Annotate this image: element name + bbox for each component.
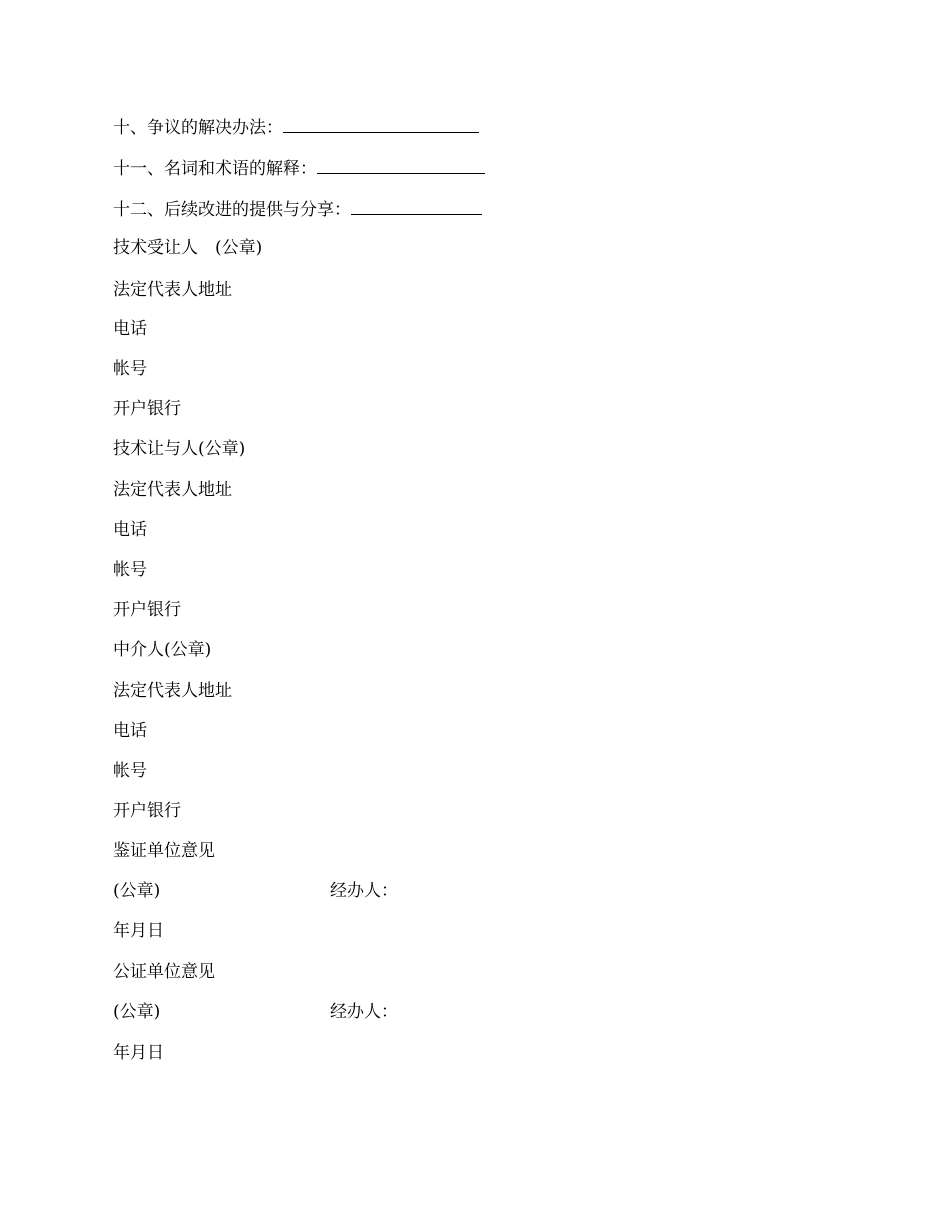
clause-label: 十一、名词和术语的解释：	[113, 159, 317, 179]
clause-improvement-sharing	[113, 196, 482, 221]
notary-title: 公证单位意见	[113, 962, 215, 982]
notary-seal: (公章)	[113, 1002, 161, 1022]
verification-seal: (公章)	[113, 881, 161, 901]
verification-title: 鉴证单位意见	[113, 841, 215, 861]
intermediary-title: 中介人(公章)	[113, 640, 212, 660]
clause-terms-definitions	[113, 155, 485, 180]
clause-dispute-resolution	[113, 114, 479, 139]
transferor-rep-address: 法定代表人地址	[113, 480, 232, 500]
transferee-title: 技术受让人 (公章)	[113, 238, 263, 258]
fill-in-blank[interactable]	[351, 196, 482, 215]
transferee-account: 帐号	[113, 359, 147, 379]
transferor-bank: 开户银行	[113, 600, 181, 620]
fill-in-blank[interactable]	[317, 155, 485, 174]
notary-date: 年月日	[113, 1043, 164, 1063]
transferee-rep-address: 法定代表人地址	[113, 280, 232, 300]
notary-handler: 经办人：	[330, 1002, 398, 1022]
transferee-bank: 开户银行	[113, 399, 181, 419]
clause-label: 十二、后续改进的提供与分享：	[113, 200, 351, 220]
notary-seal-row	[113, 1001, 398, 1023]
clause-label: 十、争议的解决办法：	[113, 118, 283, 138]
transferor-account: 帐号	[113, 560, 147, 580]
intermediary-rep-address: 法定代表人地址	[113, 681, 232, 701]
transferor-title: 技术让与人(公章)	[113, 439, 246, 459]
intermediary-bank: 开户银行	[113, 801, 181, 821]
verification-handler: 经办人：	[330, 881, 398, 901]
verification-seal-row	[113, 880, 398, 902]
intermediary-account: 帐号	[113, 761, 147, 781]
intermediary-phone: 电话	[113, 721, 147, 741]
fill-in-blank[interactable]	[283, 114, 479, 133]
transferee-phone: 电话	[113, 319, 147, 339]
transferor-phone: 电话	[113, 520, 147, 540]
verification-date: 年月日	[113, 921, 164, 941]
